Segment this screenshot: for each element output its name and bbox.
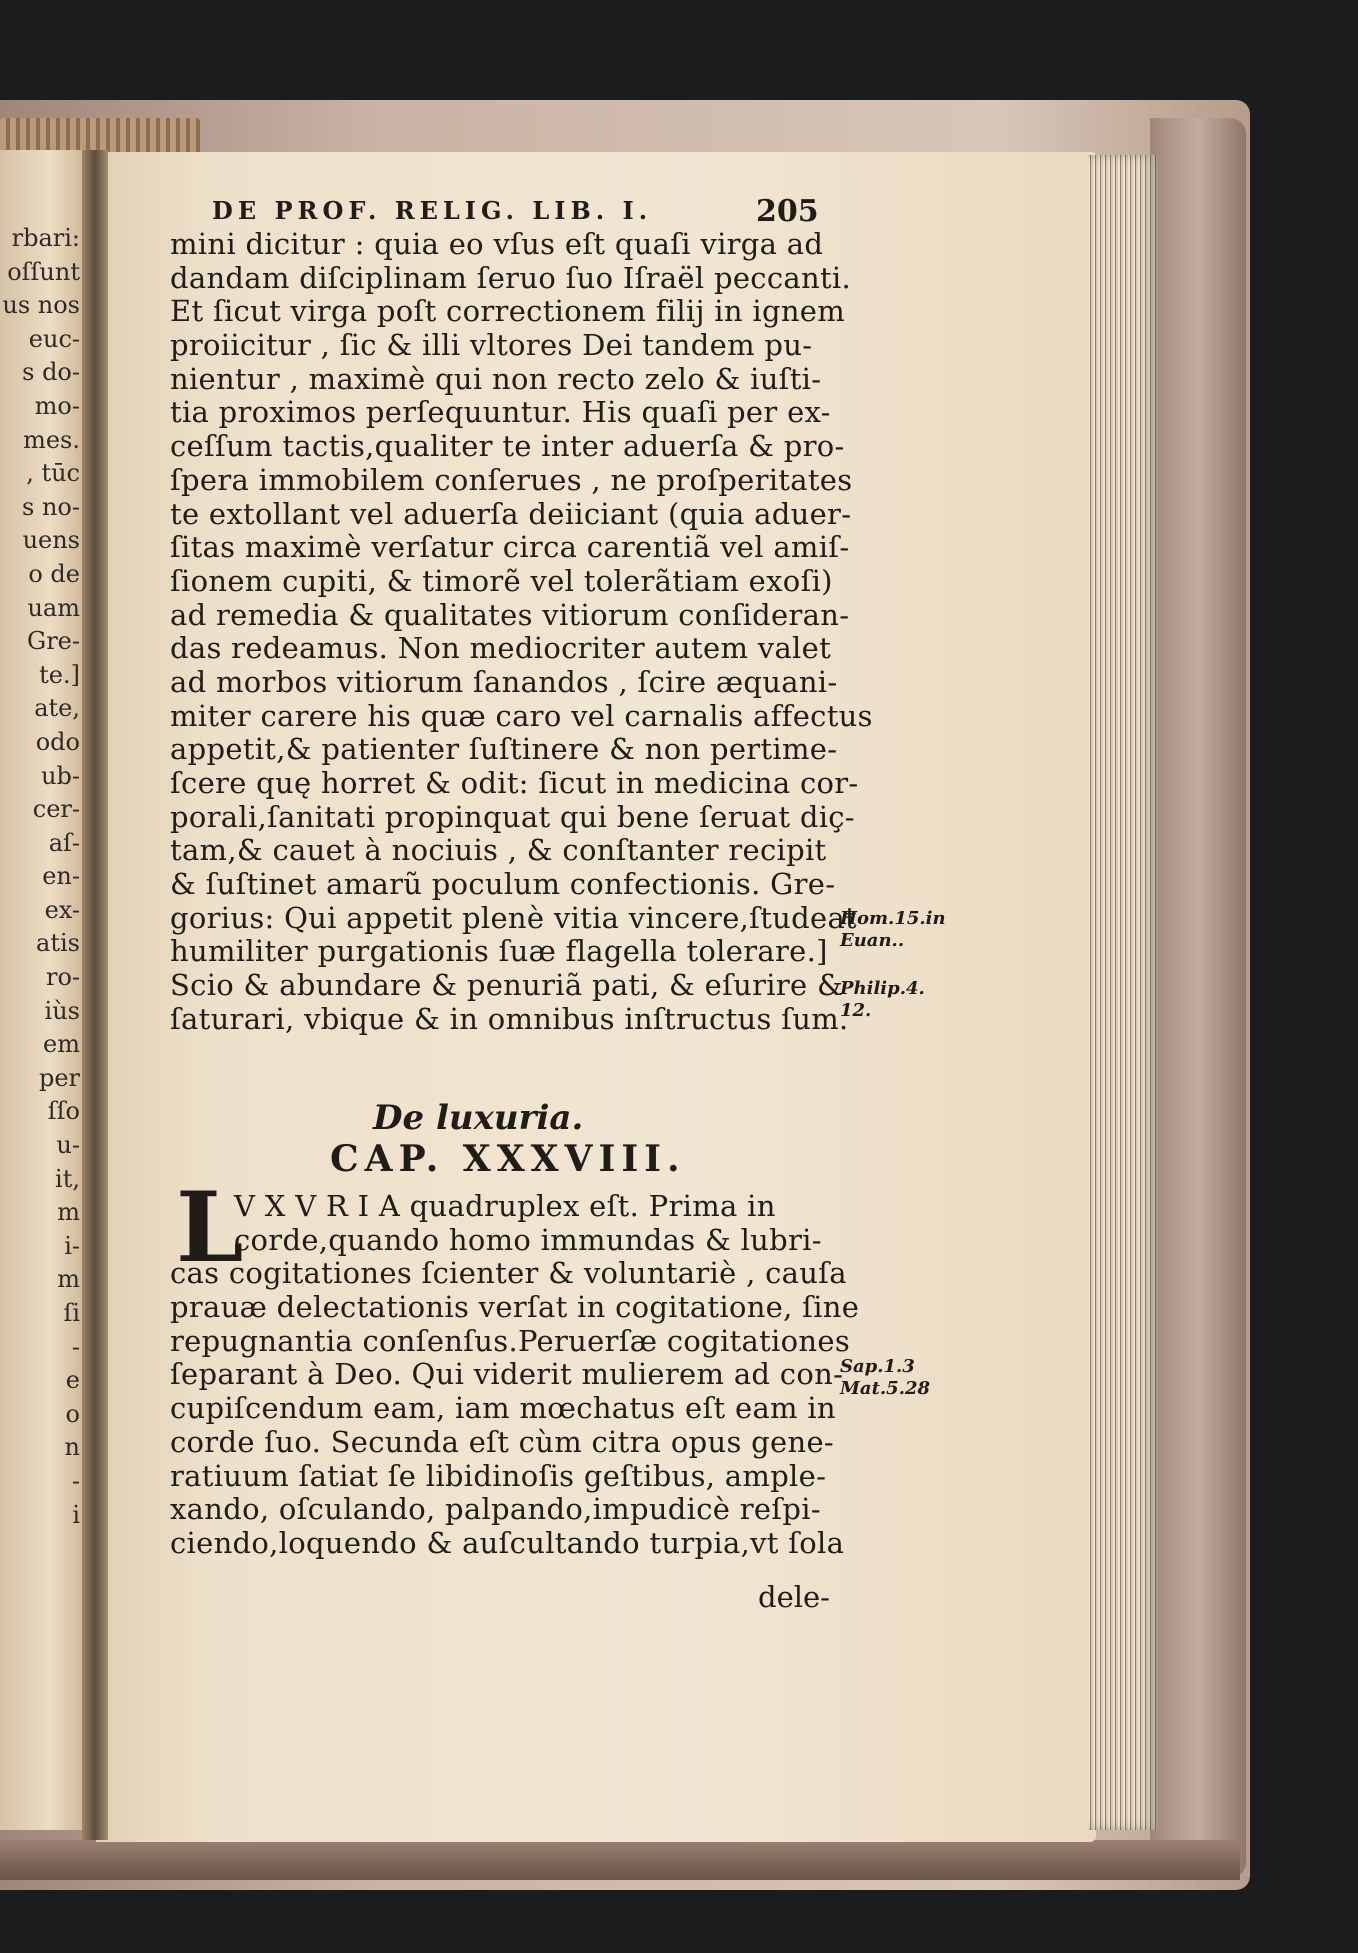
text-line: ſcere quę horret & odit: ſicut in medicina cor- — [170, 766, 859, 800]
margin-note — [840, 978, 925, 1022]
chapter-title: CAP. XXXVIII. — [330, 1138, 686, 1180]
text-line: repugnantia conſenſus.Peruerſæ cogitationes — [170, 1323, 851, 1358]
text-line: aſ- — [48, 828, 80, 857]
text-line: ceſſum tactis,qualiter te inter aduerſa & pro- — [170, 429, 845, 464]
section-title: De luxuria. — [373, 1098, 584, 1138]
text-line: euc- — [28, 324, 80, 353]
margin-note-line: Euan.. — [840, 930, 905, 951]
text-line: Gre- — [27, 627, 80, 656]
text-line: ro- — [45, 963, 80, 992]
text-line: ſitas maximè verſatur circa carentiã vel amiſ- — [170, 530, 850, 565]
text-line: em — [43, 1030, 80, 1059]
text-line: ex- — [44, 895, 80, 924]
margin-note — [840, 1356, 930, 1400]
text-line: corde ſuo. Secunda eſt cùm citra opus gene- — [170, 1424, 835, 1459]
text-line: cer- — [32, 795, 80, 824]
cover-bottom — [0, 1840, 1240, 1880]
text-line: n — [64, 1433, 80, 1462]
text-line: per — [38, 1063, 80, 1092]
text-line: s no- — [22, 492, 80, 521]
text-line: proiicitur , ſic & illi vltores Dei tandem pu- — [170, 328, 813, 363]
text-line: uens — [22, 526, 80, 555]
text-line: ciendo,loquendo & auſcultando turpia,vt ſola — [170, 1525, 845, 1560]
text-line: nientur , maximè qui non recto zelo & iuſti- — [170, 361, 822, 396]
text-line: o — [65, 1399, 80, 1428]
text-line: ad morbos vitiorum ſanandos , ſcire æquani- — [170, 664, 838, 699]
text-line: tam,& cauet à nociuis , & conſtanter recipit — [170, 833, 827, 868]
text-line: , tūc — [26, 459, 80, 488]
text-line: mo- — [34, 391, 80, 420]
text-line: i- — [64, 1231, 80, 1260]
text-line: mini dicitur : quia eo vſus eſt quaſi virga ad — [170, 227, 824, 261]
text-line: e — [65, 1366, 80, 1395]
text-line: ate, — [34, 694, 80, 723]
text-line: ad remedia & qualitates vitiorum conſideran- — [170, 597, 850, 632]
text-line: gorius: Qui appetit plenè vitia vincere,ſtudeat — [170, 900, 858, 935]
text-line: appetit,& patienter ſuſtinere & non pertime- — [170, 732, 838, 767]
text-line: miter carere his quæ caro vel carnalis affectus — [170, 698, 873, 733]
margin-note-line: Sap.1.3 — [840, 1356, 915, 1377]
text-line: odo — [35, 727, 80, 756]
text-line: corde,quando homo immundas & lubri- — [234, 1222, 822, 1257]
text-line: u- — [56, 1131, 80, 1160]
text-line: en- — [42, 862, 80, 891]
text-line: i — [72, 1500, 80, 1529]
page-fore-edge — [1088, 155, 1158, 1830]
book-gutter — [82, 150, 108, 1840]
text-line: mes. — [23, 425, 80, 454]
text-line: ſpera immobilem conſerues , ne proſperitates — [170, 462, 853, 497]
text-line: ratiuum ſatiat ſe libidinoſis geſtibus, ample- — [170, 1458, 827, 1493]
text-line: iùs — [44, 996, 80, 1025]
text-line: prauæ delectationis verſat in cogitatione, ſine — [170, 1290, 860, 1325]
drop-cap: L — [176, 1171, 244, 1284]
text-line: ſeparant à Deo. Qui viderit mulierem ad con- — [170, 1357, 844, 1392]
page-number: 205 — [756, 194, 819, 229]
margin-note-line: Mat.5.28 — [840, 1378, 931, 1399]
running-head: DE PROF. RELIG. LIB. I. — [212, 196, 653, 225]
text-line: us nos — [2, 291, 80, 320]
cover-edge — [1150, 118, 1246, 1878]
text-line: cupiſcendum eam, iam mœchatus eſt eam in — [170, 1391, 836, 1426]
catchword: dele- — [758, 1580, 830, 1614]
text-line: oſſunt — [7, 257, 80, 286]
margin-note-line: Philip.4. — [840, 978, 925, 999]
text-line: Et ſicut virga poſt correctionem filij in ignem — [170, 294, 846, 329]
left-page-text — [0, 222, 80, 1532]
text-line: dandam diſciplinam ſeruo ſuo Iſraël peccanti. — [170, 260, 852, 295]
text-line: atis — [36, 929, 80, 958]
text-line: humiliter purgationis ſuæ flagella tolerare.] — [170, 934, 828, 969]
text-line: V X V R I A quadruplex eſt. Prima in — [234, 1189, 776, 1223]
text-line: xando, oſculando, palpando,impudicè reſpi- — [170, 1492, 821, 1527]
text-line: porali,ſanitati propinquat qui bene ſeruat diç- — [170, 799, 855, 834]
margin-note-line: Hom.15.in — [840, 908, 946, 929]
text-line: uam — [27, 593, 80, 622]
text-line: te.] — [39, 660, 80, 689]
text-line: m — [57, 1198, 80, 1227]
text-line: & ſuſtinet amarũ poculum confectionis. Gre- — [170, 867, 836, 902]
text-line: - — [71, 1332, 80, 1361]
text-line: ſionem cupiti, & timorẽ vel tolerãtiam exoſi) — [170, 563, 833, 598]
margin-note-line: 12. — [840, 1000, 872, 1021]
text-line: Scio & abundare & penuriã pati, & eſurire & — [170, 968, 844, 1003]
text-line: s do- — [22, 358, 80, 387]
text-line: - — [71, 1466, 80, 1495]
chapter-text — [170, 1189, 860, 1561]
text-line: rbari: — [11, 224, 80, 252]
text-line: o de — [28, 559, 80, 588]
text-line: tia proximos perſequuntur. His quaſi per ex- — [170, 395, 831, 430]
text-line: cas cogitationes ſcienter & voluntariè , cauſa — [170, 1256, 847, 1291]
text-line: ſſo — [47, 1097, 80, 1126]
text-line: das redeamus. Non mediocriter autem valet — [170, 631, 832, 666]
text-line: m — [57, 1265, 80, 1294]
text-line: ub- — [41, 761, 80, 790]
text-line: ſi — [63, 1299, 80, 1327]
margin-note — [840, 908, 946, 952]
text-line: ſaturari, vbique & in omnibus inſtructus ſum. — [170, 1001, 849, 1036]
text-line: te extollant vel aduerſa deiiciant (quia aduer- — [170, 496, 852, 531]
text-line: it, — [55, 1164, 80, 1193]
